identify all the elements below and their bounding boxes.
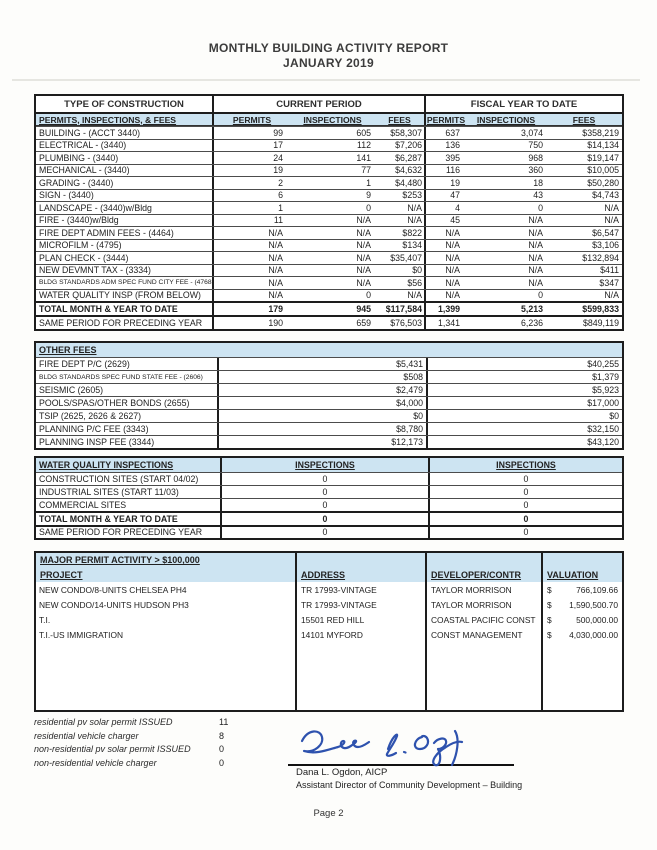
- fy-inspections-value: 360: [528, 165, 543, 176]
- fy-inspections-value: N/A: [528, 265, 543, 276]
- fy-fees-value: $6,547: [592, 227, 619, 238]
- table-row: [36, 214, 622, 227]
- fy-inspections-value: 0: [538, 202, 543, 213]
- table-row: [36, 189, 622, 202]
- table-row: [36, 151, 622, 164]
- empty-cell: [543, 642, 622, 710]
- fy-inspections-value: 18: [533, 177, 543, 188]
- fy-inspections-value: N/A: [528, 227, 543, 238]
- cp-fee-value: $12,173: [219, 436, 428, 448]
- table-row: [36, 357, 622, 370]
- signer-name: Dana L. Ogdon, AICP: [296, 767, 388, 778]
- signature-script: [294, 723, 534, 769]
- cp-permits-value: 1: [278, 202, 283, 213]
- project-value: NEW CONDO/8-UNITS CHELSEA PH4: [36, 582, 297, 597]
- table-row: [36, 201, 622, 214]
- cp-fees-value: $35,407: [375, 252, 426, 264]
- fy-inspections-value: 750: [528, 140, 543, 151]
- fy-fees-value: N/A: [604, 290, 619, 301]
- report-title-line2: JANUARY 2019: [283, 56, 374, 70]
- row-label: FIRE DEPT ADMIN FEES - (4464): [36, 227, 214, 239]
- cp-inspections-value: 112: [356, 140, 371, 151]
- cp-inspections-value: 0: [222, 527, 430, 539]
- table-row: [36, 582, 622, 597]
- stat-label: residential vehicle charger: [34, 730, 139, 741]
- table-row: [36, 239, 622, 252]
- cp-fee-value: $5,431: [219, 358, 428, 370]
- row-label: TOTAL MONTH & YEAR TO DATE: [36, 513, 222, 525]
- fy-fee-value: $32,150: [587, 424, 619, 434]
- cp-fees-value: $134: [375, 240, 426, 252]
- amount-value: 500,000.00: [576, 614, 618, 625]
- row-label: COMMERCIAL SITES: [36, 499, 222, 511]
- cp-inspections-value: N/A: [356, 240, 371, 251]
- fy-permits-value: N/A: [445, 265, 460, 276]
- list-item: [34, 743, 294, 757]
- other-fees-header-label: OTHER FEES: [39, 345, 97, 355]
- cp-inspections-value: 945: [356, 304, 371, 314]
- table-row: [36, 498, 622, 511]
- fy-inspections-value: N/A: [528, 277, 543, 288]
- developer-value: COASTAL PACIFIC CONST: [427, 612, 543, 627]
- cp-inspections-value: N/A: [356, 265, 371, 276]
- header-cp-permits: PERMITS: [232, 114, 272, 125]
- fy-inspections-value: 5,213: [520, 304, 543, 314]
- water-quality-table: [34, 456, 624, 540]
- stat-value: 0: [219, 744, 225, 755]
- fy-fees-value: N/A: [604, 215, 619, 226]
- report-title-line1: MONTHLY BUILDING ACTIVITY REPORT: [208, 41, 449, 55]
- header-valuation: VALUATION: [547, 569, 599, 580]
- project-value: T.I.-US IMMIGRATION: [36, 627, 297, 642]
- cp-inspections-value: 77: [361, 165, 371, 176]
- fy-fees-value: $599,833: [582, 304, 619, 314]
- list-item: [34, 756, 294, 770]
- row-label: FIRE - (3440)w/Bldg: [36, 215, 214, 227]
- empty-cell: [297, 642, 427, 710]
- fy-fees-value: $3,106: [592, 240, 619, 251]
- table-row: [36, 126, 622, 139]
- address-value: TR 17993-VINTAGE: [297, 582, 427, 597]
- major-permits-table: [34, 551, 624, 712]
- fy-inspections-value: 6,236: [520, 318, 543, 328]
- address-value: 15501 RED HILL: [297, 612, 427, 627]
- currency-symbol: $: [547, 599, 552, 610]
- cp-inspections-value: 659: [356, 318, 371, 328]
- fy-inspections-value: 0: [538, 290, 543, 301]
- list-item: [34, 715, 294, 729]
- header-cp-inspections: INSPECTIONS: [222, 458, 430, 472]
- fy-fees-value: $19,147: [587, 152, 619, 163]
- cp-permits-value: 11: [273, 215, 283, 226]
- fy-inspections-value: N/A: [528, 240, 543, 251]
- cp-inspections-value: 9: [366, 190, 371, 201]
- fy-inspections-value: 0: [523, 500, 529, 510]
- construction-table-sub-header: [36, 112, 622, 126]
- table-row: [36, 409, 622, 422]
- list-item: [34, 729, 294, 743]
- table-row: [36, 597, 622, 612]
- cp-fee-value: $0: [219, 410, 428, 422]
- cp-inspections-value: 0: [222, 513, 430, 525]
- row-label: SAME PERIOD FOR PRECEDING YEAR: [36, 317, 214, 329]
- header-developer: DEVELOPER/CONTR: [427, 567, 543, 582]
- table-row: [36, 396, 622, 409]
- fy-fees-value: $849,119: [582, 318, 619, 328]
- header-cp-fees: FEES: [375, 114, 426, 125]
- other-fees-rows: [36, 357, 622, 448]
- project-value: T.I.: [36, 612, 297, 627]
- row-label: PLANNING P/C FEE (3343): [36, 423, 219, 435]
- currency-symbol: $: [547, 629, 552, 640]
- fy-permits-value: 47: [450, 190, 460, 201]
- cp-fee-value: $508: [219, 371, 428, 383]
- developer-value: TAYLOR MORRISON: [427, 597, 543, 612]
- table-row: [36, 176, 622, 189]
- fy-fee-value: $40,255: [587, 359, 619, 369]
- row-label: CONSTRUCTION SITES (START 04/02): [36, 473, 222, 485]
- fy-fees-value: $50,280: [587, 177, 619, 188]
- fy-fee-value: $5,923: [592, 385, 619, 395]
- cp-fees-value: $6,287: [375, 152, 426, 164]
- cp-inspections-value: 0: [366, 290, 371, 301]
- header-fy-inspections: INSPECTIONS: [496, 460, 556, 470]
- fy-fees-value: $4,743: [592, 190, 619, 201]
- empty-cell: [543, 553, 622, 567]
- construction-total-row: [36, 301, 622, 315]
- fy-permits-value: 19: [450, 177, 460, 188]
- fy-fee-value: $17,000: [587, 398, 619, 408]
- cp-inspections-value: 0: [222, 486, 430, 498]
- header-type-of-construction: TYPE OF CONSTRUCTION: [36, 96, 214, 112]
- cp-fees-value: $822: [375, 227, 426, 239]
- cp-fee-value: $8,780: [219, 423, 428, 435]
- cp-inspections-value: N/A: [356, 215, 371, 226]
- fy-fees-value: $358,219: [582, 127, 619, 138]
- row-label: WATER QUALITY INSP (FROM BELOW): [36, 290, 214, 302]
- row-label: SIGN - (3440): [36, 190, 214, 202]
- fy-fees-value: $411: [600, 265, 619, 276]
- major-permits-rows: [36, 582, 622, 642]
- row-label: LANDSCAPE - (3440)w/Bldg: [36, 202, 214, 214]
- cp-permits-value: N/A: [268, 277, 283, 288]
- empty-cell: [36, 642, 297, 710]
- table-row: [36, 251, 622, 264]
- scan-artifact: [12, 79, 640, 81]
- cp-permits-value: N/A: [268, 252, 283, 263]
- cp-fees-value: $58,307: [375, 127, 426, 139]
- valuation-value: [543, 597, 622, 612]
- cp-permits-value: N/A: [268, 290, 283, 301]
- stat-value: 11: [219, 716, 229, 727]
- cp-fees-value: $56: [375, 277, 426, 289]
- fy-inspections-value: 3,074: [520, 127, 543, 138]
- stat-value: 0: [219, 758, 225, 769]
- cp-permits-value: 179: [268, 304, 283, 314]
- fy-permits-value: 116: [445, 165, 460, 176]
- cp-fees-value: $7,206: [375, 140, 426, 152]
- header-fy-fees: FEES: [572, 114, 596, 125]
- table-row: [36, 472, 622, 485]
- row-label: BLDG STANDARDS SPEC FUND STATE FEE - (2606): [36, 371, 219, 383]
- header-cp-inspections: INSPECTIONS: [303, 114, 362, 125]
- row-label: POOLS/SPAS/OTHER BONDS (2655): [36, 397, 219, 409]
- address-value: 14101 MYFORD: [297, 627, 427, 642]
- fy-inspections-value: N/A: [528, 252, 543, 263]
- fy-permits-value: N/A: [445, 227, 460, 238]
- fy-permits-value: 1,341: [437, 318, 460, 328]
- stat-label: non-residential vehicle charger: [34, 758, 157, 769]
- water-quality-total-row: [36, 511, 622, 525]
- table-row: [36, 264, 622, 277]
- row-label: MECHANICAL - (3440): [36, 165, 214, 177]
- stat-value: 8: [219, 730, 225, 741]
- project-value: NEW CONDO/14-UNITS HUDSON PH3: [36, 597, 297, 612]
- cp-fees-value: N/A: [375, 215, 426, 227]
- construction-table-rows: [36, 126, 622, 301]
- cp-inspections-value: N/A: [356, 277, 371, 288]
- header-fy-permits: PERMITS: [426, 114, 466, 125]
- cp-fees-value: $4,480: [375, 177, 426, 189]
- address-value: TR 17993-VINTAGE: [297, 597, 427, 612]
- table-row: [36, 164, 622, 177]
- row-label: SAME PERIOD FOR PRECEDING YEAR: [36, 527, 222, 539]
- developer-value: TAYLOR MORRISON: [427, 582, 543, 597]
- major-permits-empty-rows: [36, 642, 622, 710]
- table-row: [36, 485, 622, 498]
- cp-fees-value: $0: [375, 265, 426, 277]
- fy-permits-value: 45: [450, 215, 460, 226]
- fy-fees-value: N/A: [604, 202, 619, 213]
- other-fees-table: [34, 341, 624, 450]
- row-label: BLDG STANDARDS ADM SPEC FUND CITY FEE - (4768: [36, 277, 214, 289]
- cp-fees-value: $4,632: [375, 165, 426, 177]
- fy-inspections-value: 0: [523, 474, 529, 484]
- major-permits-column-headers: [36, 567, 622, 582]
- empty-cell: [427, 553, 543, 567]
- fy-permits-value: N/A: [445, 252, 460, 263]
- cp-fee-value: $2,479: [219, 384, 428, 396]
- fy-permits-value: 136: [445, 140, 460, 151]
- fy-permits-value: N/A: [445, 277, 460, 288]
- header-permits-inspections-fees: PERMITS, INSPECTIONS, & FEES: [36, 114, 214, 125]
- fy-permits-value: 1,399: [437, 304, 460, 314]
- developer-value: CONST MANAGEMENT: [427, 627, 543, 642]
- cp-permits-value: N/A: [268, 240, 283, 251]
- fy-fees-value: $14,134: [587, 140, 619, 151]
- construction-prior-year-row: [36, 315, 622, 329]
- table-row: [36, 370, 622, 383]
- fy-permits-value: N/A: [445, 240, 460, 251]
- row-label: FIRE DEPT P/C (2629): [36, 358, 219, 370]
- table-row: [36, 627, 622, 642]
- row-label: NEW DEVMNT TAX - (3334): [36, 265, 214, 277]
- empty-cell: [297, 553, 427, 567]
- currency-symbol: $: [547, 584, 552, 595]
- fy-inspections-value: 43: [533, 190, 543, 201]
- cp-inspections-value: 141: [356, 152, 371, 163]
- cp-inspections-value: N/A: [356, 227, 371, 238]
- cp-permits-value: 19: [273, 165, 283, 176]
- row-label: INDUSTRIAL SITES (START 11/03): [36, 486, 222, 498]
- water-quality-header: [36, 458, 622, 472]
- fy-fee-value: $43,120: [587, 437, 619, 447]
- construction-table-group-header: [36, 96, 622, 112]
- cp-permits-value: 6: [278, 190, 283, 201]
- fy-fees-value: $347: [599, 277, 619, 288]
- row-label: GRADING - (3440): [36, 177, 214, 189]
- solar-stats-list: [34, 715, 294, 770]
- fy-fees-value: $10,005: [587, 165, 619, 176]
- row-label: MICROFILM - (4795): [36, 240, 214, 252]
- cp-fees-value: N/A: [375, 290, 426, 302]
- fy-inspections-value: 0: [523, 487, 529, 497]
- row-label: PLANNING INSP FEE (3344): [36, 436, 219, 448]
- fy-inspections-value: 968: [528, 152, 543, 163]
- table-row: [36, 435, 622, 448]
- stat-label: non-residential pv solar permit ISSUED: [34, 744, 191, 755]
- cp-permits-value: N/A: [268, 265, 283, 276]
- row-label: ELECTRICAL - (3440): [36, 140, 214, 152]
- cp-permits-value: N/A: [268, 227, 283, 238]
- header-project: PROJECT: [36, 567, 297, 582]
- currency-symbol: $: [547, 614, 552, 625]
- table-row: [36, 422, 622, 435]
- fy-fee-value: $1,379: [592, 372, 619, 382]
- fy-fees-value: $132,894: [582, 252, 619, 263]
- cp-fees-value: $117,584: [375, 303, 426, 315]
- fy-permits-value: 395: [445, 152, 460, 163]
- valuation-value: [543, 612, 622, 627]
- row-label: PLAN CHECK - (3444): [36, 252, 214, 264]
- valuation-value: [543, 582, 622, 597]
- cp-permits-value: 24: [273, 152, 283, 163]
- row-label: TSIP (2625, 2626 & 2627): [36, 410, 219, 422]
- other-fees-header: [36, 343, 622, 357]
- cp-inspections-value: 0: [222, 473, 430, 485]
- amount-value: 766,109.66: [576, 584, 618, 595]
- fy-inspections-value: 0: [523, 513, 529, 524]
- cp-permits-value: 2: [278, 177, 283, 188]
- report-title: [0, 41, 657, 71]
- cp-permits-value: 99: [273, 127, 283, 138]
- signer-title: Assistant Director of Community Development – Building: [296, 780, 523, 790]
- table-row: [36, 276, 622, 289]
- cp-fees-value: $253: [375, 190, 426, 202]
- fy-permits-value: N/A: [445, 290, 460, 301]
- fy-fee-value: $0: [609, 411, 619, 421]
- cp-inspections-value: 605: [356, 127, 371, 138]
- table-row: [36, 139, 622, 152]
- amount-value: 1,590,500.70: [569, 599, 618, 610]
- row-label: BUILDING - (ACCT 3440): [36, 127, 214, 139]
- water-quality-rows: [36, 472, 622, 511]
- table-row: [36, 383, 622, 396]
- fy-permits-value: 637: [445, 127, 460, 138]
- header-address: ADDRESS: [297, 567, 427, 582]
- header-current-period: CURRENT PERIOD: [214, 96, 426, 112]
- major-permits-header: [36, 553, 622, 567]
- stat-label: residential pv solar permit ISSUED: [34, 716, 173, 727]
- construction-table: [34, 94, 624, 331]
- row-label: SEISMIC (2605): [36, 384, 219, 396]
- header-fy-inspections: INSPECTIONS: [476, 114, 536, 125]
- cp-permits-value: 190: [268, 318, 283, 328]
- cp-fees-value: $76,503: [375, 317, 426, 329]
- table-row: [36, 226, 622, 239]
- fy-permits-value: 4: [455, 202, 460, 213]
- valuation-value: [543, 627, 622, 642]
- amount-value: 4,030,000.00: [569, 629, 618, 640]
- page-number: Page 2: [313, 808, 344, 819]
- table-row: [36, 612, 622, 627]
- cp-inspections-value: N/A: [356, 252, 371, 263]
- cp-inspections-value: 1: [366, 177, 371, 188]
- cp-inspections-value: 0: [222, 499, 430, 511]
- fy-inspections-value: N/A: [528, 215, 543, 226]
- cp-permits-value: 17: [273, 140, 283, 151]
- empty-cell: [427, 642, 543, 710]
- fy-inspections-value: 0: [523, 527, 529, 538]
- row-label: PLUMBING - (3440): [36, 152, 214, 164]
- table-row: [36, 289, 622, 302]
- cp-fees-value: N/A: [375, 202, 426, 214]
- cp-fee-value: $4,000: [219, 397, 428, 409]
- cp-inspections-value: 0: [366, 202, 371, 213]
- header-fiscal-year-to-date: FISCAL YEAR TO DATE: [470, 98, 578, 110]
- major-permits-header-label: MAJOR PERMIT ACTIVITY > $100,000: [36, 553, 297, 567]
- water-quality-header-label: WATER QUALITY INSPECTIONS: [36, 458, 222, 472]
- row-label: TOTAL MONTH & YEAR TO DATE: [36, 303, 214, 315]
- water-quality-prior-year-row: [36, 525, 622, 539]
